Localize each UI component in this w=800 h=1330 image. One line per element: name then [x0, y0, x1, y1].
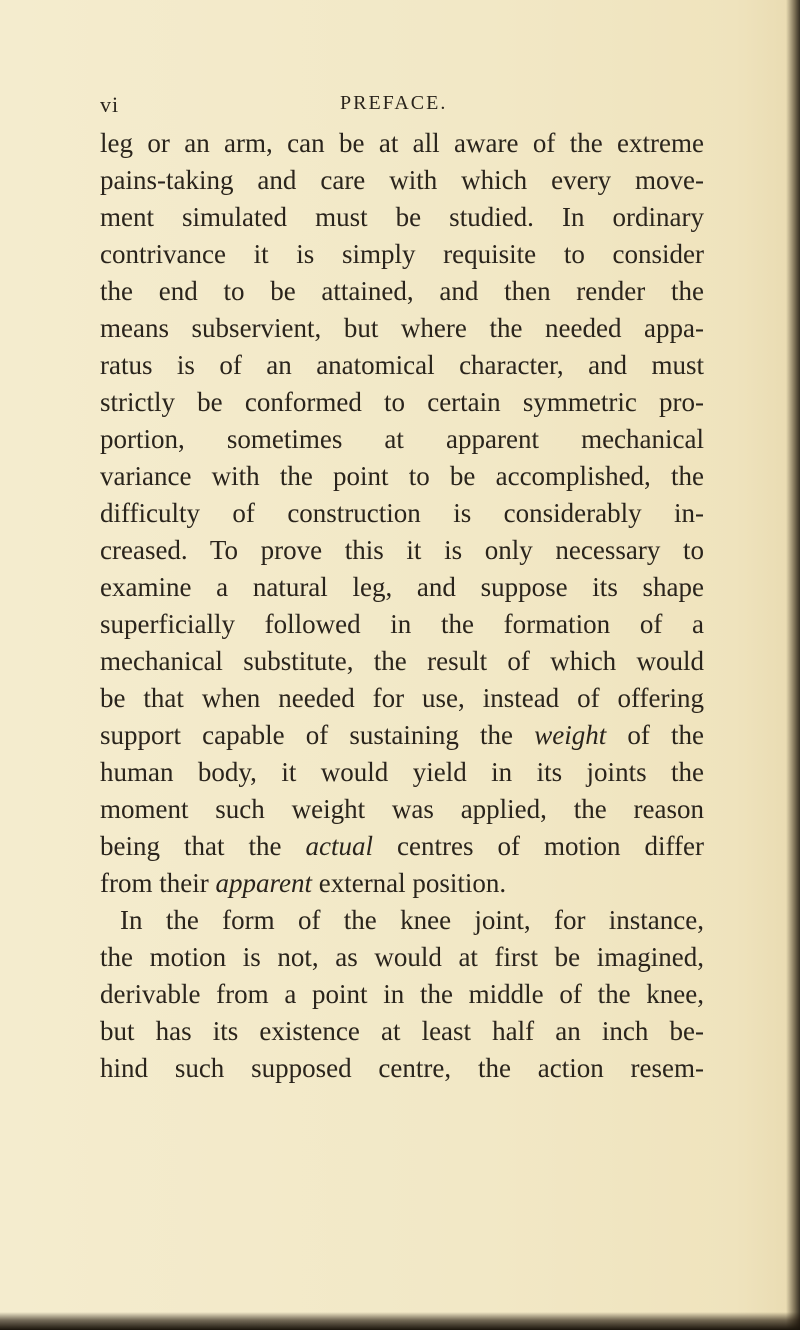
text-line: superficially followed in the formation of a [100, 609, 704, 639]
text-segment: centres of motion differ [373, 831, 704, 861]
text-line: means subservient, but where the needed appa- [100, 313, 704, 343]
text-line: the motion is not, as would at first be imagined, [100, 942, 704, 972]
text-line: moment such weight was applied, the reason [100, 794, 704, 824]
italic-text: actual [305, 831, 374, 861]
text-segment: support capable of sustaining the [100, 720, 535, 750]
text-line: ratus is of an anatomical character, and must [100, 350, 704, 380]
page-number: vi [100, 92, 120, 117]
text-line-italic [100, 828, 704, 865]
text-line-italic [100, 865, 704, 902]
text-line: be that when needed for use, instead of offering [100, 683, 704, 713]
page-edge-shadow [786, 0, 800, 1330]
text-line: strictly be conformed to certain symmetric pro- [100, 387, 704, 417]
text-line: portion, sometimes at apparent mechanical [100, 424, 704, 454]
text-segment: external position. [311, 868, 507, 898]
body-text [100, 125, 704, 1087]
text-segment: from their [100, 868, 216, 898]
page-header [100, 92, 700, 122]
text-line: ment simulated must be studied. In ordinary [100, 202, 704, 232]
text-line: variance with the point to be accomplished, the [100, 461, 704, 491]
page-bottom-shadow [0, 1312, 800, 1330]
text-line: difficulty of construction is considerably in- [100, 498, 704, 528]
text-line: hind such supposed centre, the action resem- [100, 1053, 704, 1083]
text-line: but has its existence at least half an inch be- [100, 1016, 704, 1046]
text-line: the end to be attained, and then render the [100, 276, 704, 306]
text-line: contrivance it is simply requisite to consider [100, 239, 704, 269]
text-line: pains-taking and care with which every move- [100, 165, 704, 195]
running-title: PREFACE. [340, 92, 448, 114]
text-line: derivable from a point in the middle of the knee, [100, 979, 704, 1009]
text-line-italic [100, 717, 704, 754]
italic-text: apparent [215, 868, 312, 898]
text-line: human body, it would yield in its joints the [100, 757, 704, 787]
italic-text: weight [534, 720, 607, 750]
text-segment: being that the [100, 831, 306, 861]
text-segment: of the [606, 720, 704, 750]
text-line: mechanical substitute, the result of which would [100, 646, 704, 676]
paragraph-start-line: In the form of the knee joint, for instance, [120, 905, 704, 935]
text-line: leg or an arm, can be at all aware of the extreme [100, 128, 704, 158]
text-line: creased. To prove this it is only necessary to [100, 535, 704, 565]
text-line: examine a natural leg, and suppose its shape [100, 572, 704, 602]
